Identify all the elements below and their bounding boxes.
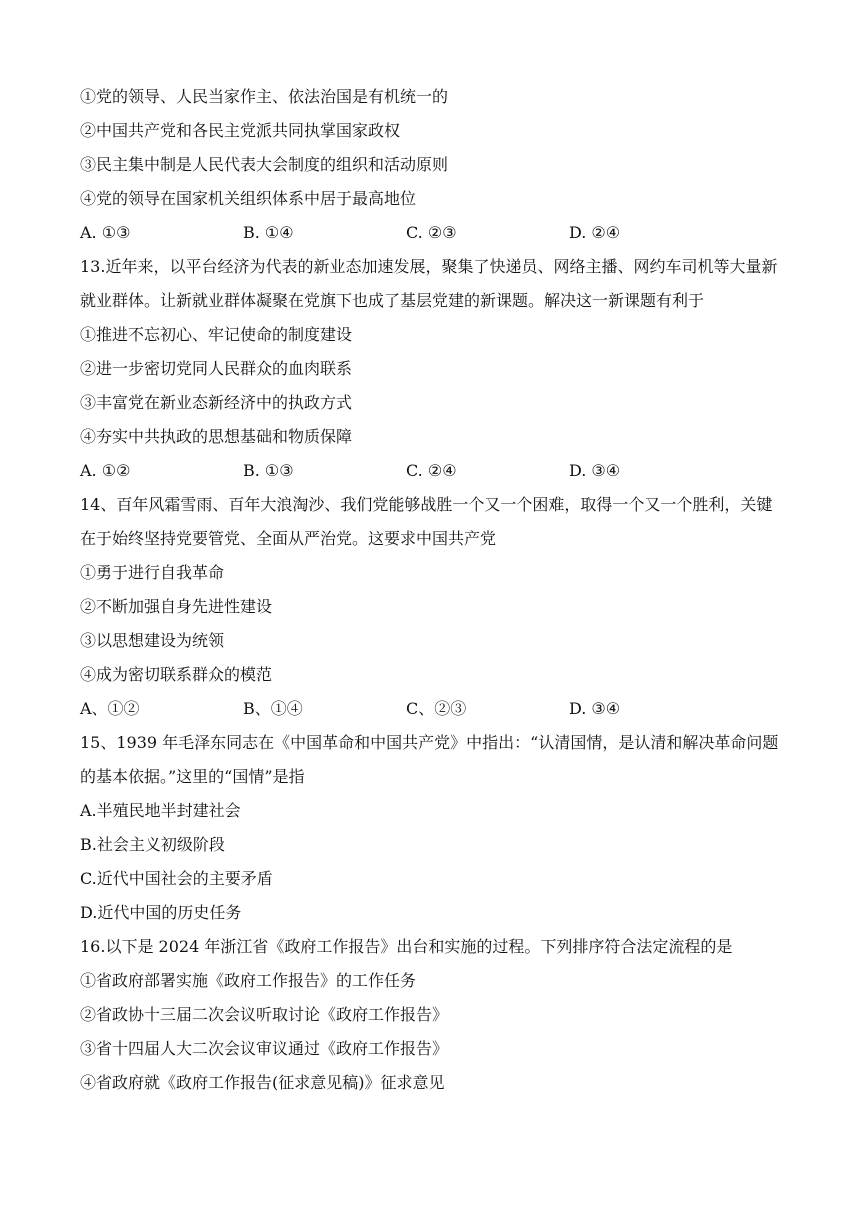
statement: ③民主集中制是人民代表大会制度的组织和活动原则 — [80, 155, 449, 174]
choice-d: D.近代中国的历史任务 — [80, 903, 242, 922]
statement: ①党的领导、人民当家作主、依法治国是有机统一的 — [80, 87, 449, 106]
option-a: A. ①② — [80, 461, 131, 480]
choice-b: B.社会主义初级阶段 — [80, 835, 225, 854]
question-stem: 16.以下是 2024 年浙江省《政府工作报告》出台和实施的过程。下列排序符合法定流程的是 — [80, 937, 733, 956]
statement: ①勇于进行自我革命 — [80, 563, 225, 582]
statement: ①推进不忘初心、牢记使命的制度建设 — [80, 325, 353, 344]
option-b: B. ①④ — [243, 223, 294, 242]
option-b: B. ①③ — [243, 461, 294, 480]
question-12 — [80, 80, 785, 250]
statement: ③丰富党在新业态新经济中的执政方式 — [80, 393, 353, 412]
choice-a: A.半殖民地半封建社会 — [80, 801, 241, 820]
statement: ②进一步密切党同人民群众的血肉联系 — [80, 359, 353, 378]
question-13 — [80, 250, 785, 488]
statement: ②中国共产党和各民主党派共同执掌国家政权 — [80, 121, 401, 140]
question-stem: 14、百年风霜雪雨、百年大浪淘沙、我们党能够战胜一个又一个困难，取得一个又一个胜利，关键在于始终坚持党要管党、全面从严治党。这要求中国共产党 — [80, 495, 773, 548]
option-d: D. ③④ — [569, 461, 621, 480]
option-d: D. ③④ — [569, 699, 621, 718]
option-b: B、①④ — [243, 699, 303, 718]
statement: ④党的领导在国家机关组织体系中居于最高地位 — [80, 189, 417, 208]
answer-options — [80, 216, 785, 250]
choice-c: C.近代中国社会的主要矛盾 — [80, 869, 273, 888]
question-16 — [80, 930, 785, 1100]
answer-options — [80, 692, 785, 726]
question-stem: 13.近年来，以平台经济为代表的新业态加速发展，聚集了快递员、网络主播、网约车司机等大量新就业群体。让新就业群体凝聚在党旗下也成了基层党建的新课题。解决这一新课题有利于 — [80, 257, 778, 310]
question-15 — [80, 726, 785, 930]
question-14 — [80, 488, 785, 726]
option-c: C. ②③ — [406, 223, 457, 242]
statement: ③以思想建设为统领 — [80, 631, 225, 650]
statement: ④成为密切联系群众的模范 — [80, 665, 273, 684]
statement: ④夯实中共执政的思想基础和物质保障 — [80, 427, 353, 446]
statement: ④省政府就《政府工作报告(征求意见稿)》征求意见 — [80, 1073, 445, 1092]
statement: ③省十四届人大二次会议审议通过《政府工作报告》 — [80, 1039, 449, 1058]
statement: ②省政协十三届二次会议听取讨论《政府工作报告》 — [80, 1005, 449, 1024]
option-c: C、②③ — [406, 699, 467, 718]
answer-options — [80, 454, 785, 488]
question-stem: 15、1939 年毛泽东同志在《中国革命和中国共产党》中指出：“认清国情，是认清和解决革命问题的基本依据。”这里的“国情”是指 — [80, 733, 779, 786]
statement: ①省政府部署实施《政府工作报告》的工作任务 — [80, 971, 417, 990]
option-d: D. ②④ — [569, 223, 621, 242]
exam-page — [80, 80, 785, 1100]
option-a: A. ①③ — [80, 223, 131, 242]
option-a: A、①② — [80, 699, 140, 718]
option-c: C. ②④ — [406, 461, 457, 480]
statement: ②不断加强自身先进性建设 — [80, 597, 273, 616]
